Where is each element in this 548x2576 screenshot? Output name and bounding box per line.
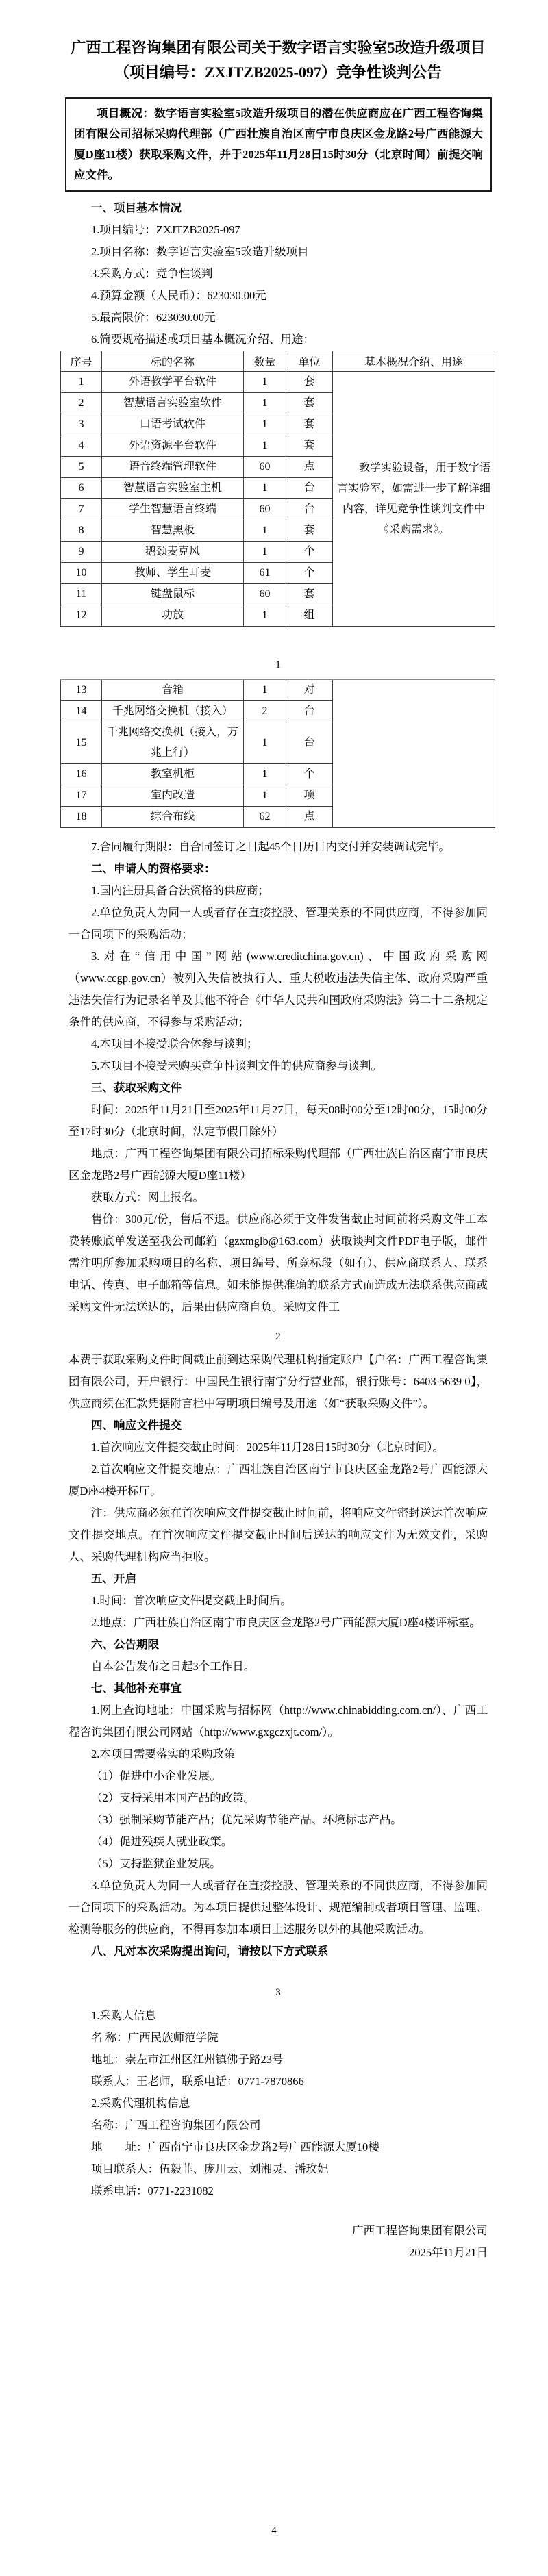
page-number-1: 1 bbox=[275, 659, 281, 670]
cell-name: 智慧语言实验室主机 bbox=[102, 478, 244, 499]
buyer-contact: 联系人：王老师，联系电话：0771-7870866 bbox=[91, 2075, 304, 2088]
table-row bbox=[61, 372, 495, 393]
agency-contact: 项目联系人：伍毅菲、庞川云、刘湘灵、潘玫妃 bbox=[91, 2162, 329, 2175]
cell-no: 5 bbox=[61, 457, 102, 478]
max-price-item: 5.最高限价：623030.00元 bbox=[91, 311, 216, 324]
cell-unit: 个 bbox=[286, 764, 333, 785]
cell-unit: 个 bbox=[286, 563, 333, 584]
cell-unit: 个 bbox=[286, 542, 333, 563]
cell-no: 11 bbox=[61, 584, 102, 605]
cell-qty: 1 bbox=[244, 414, 286, 435]
header-unit: 单位 bbox=[286, 351, 333, 372]
doc-price-part1: 售价：300元/份，售后不退。供应商必须于文件发售截止时间前将采购文件工本费转账底单发送至我公司邮箱（gzxmglb@163.com）获取谈判文件PDF电子版，邮件需注明所参加采购项目的名称、项目编号、所竞标段（如有）、供应商联系人、联系电话、传真、电子邮箱等信息。如未能提供准确的联系方式而造成无法联系供应商或采购文件无法送达的，后果由供应商自负。采购文件工 bbox=[68, 1213, 488, 1313]
cell-unit: 套 bbox=[286, 414, 333, 435]
page-number-2: 2 bbox=[275, 1331, 281, 1342]
agency-info-heading: 2.采购代理机构信息 bbox=[91, 2097, 190, 2110]
procurement-method-item: 3.采购方式：竞争性谈判 bbox=[91, 267, 213, 280]
cell-no: 12 bbox=[61, 605, 102, 627]
cell-name: 外语资源平台软件 bbox=[102, 435, 244, 457]
qualification-item-5: 5.本项目不接受未购买竞争性谈判文件的供应商参与谈判。 bbox=[91, 1059, 382, 1072]
agency-address: 地 址：广西南宁市良庆区金龙路2号广西能源大厦10楼 bbox=[91, 2141, 379, 2154]
cell-name: 音箱 bbox=[102, 679, 244, 701]
cell-no: 1 bbox=[61, 372, 102, 393]
opening-place: 2.地点：广西壮族自治区南宁市良庆区金龙路2号广西能源大厦D座4楼评标室。 bbox=[91, 1616, 481, 1629]
cell-name: 教师、学生耳麦 bbox=[102, 563, 244, 584]
cell-name: 教室机柜 bbox=[102, 764, 244, 785]
cell-qty: 2 bbox=[244, 701, 286, 722]
cell-unit: 台 bbox=[286, 701, 333, 722]
policy-item-4: （4）促进残疾人就业政策。 bbox=[91, 1835, 233, 1848]
spec-table-page2 bbox=[60, 679, 495, 828]
cell-no: 18 bbox=[61, 807, 102, 828]
cell-unit: 项 bbox=[286, 785, 333, 807]
table-row bbox=[61, 679, 495, 701]
section-1-heading: 一、项目基本情况 bbox=[91, 201, 182, 214]
cell-unit: 台 bbox=[286, 478, 333, 499]
cell-no: 14 bbox=[61, 701, 102, 722]
cell-qty: 1 bbox=[244, 520, 286, 542]
cell-qty: 1 bbox=[244, 764, 286, 785]
opening-time: 1.时间：首次响应文件提交截止时间后。 bbox=[91, 1594, 292, 1607]
cell-unit: 套 bbox=[286, 520, 333, 542]
cell-name: 智慧黑板 bbox=[102, 520, 244, 542]
section-8-heading: 八、凡对本次采购提出询问，请按以下方式联系 bbox=[91, 1945, 329, 1958]
header-qty: 数量 bbox=[244, 351, 286, 372]
page-number-3: 3 bbox=[275, 1987, 281, 1998]
project-number-item: 1.项目编号：ZXJTZB2025-097 bbox=[91, 223, 240, 236]
cell-no: 4 bbox=[61, 435, 102, 457]
cell-unit: 对 bbox=[286, 679, 333, 701]
cell-qty: 62 bbox=[244, 807, 286, 828]
cell-name: 外语教学平台软件 bbox=[102, 372, 244, 393]
doc-obtain-place: 地点：广西工程咨询集团有限公司招标采购代理部（广西壮族自治区南宁市良庆区金龙路2号广西能源大厦D座11楼） bbox=[68, 1147, 488, 1182]
agency-phone: 联系电话：0771-2231082 bbox=[91, 2184, 214, 2197]
qualification-item-2: 2.单位负责人为同一人或者存在直接控股、管理关系的不同供应商，不得参加同一合同项下的采购活动； bbox=[68, 906, 488, 941]
section-4-heading: 四、响应文件提交 bbox=[91, 1419, 182, 1432]
cell-unit: 台 bbox=[286, 722, 333, 764]
doc-obtain-time: 时间：2025年11月21日至2025年11月27日，每天08时00分至12时00分，15时00分至17时30分（北京时间，法定节假日除外） bbox=[68, 1103, 488, 1138]
project-name-item: 2.项目名称：数字语言实验室5改造升级项目 bbox=[91, 245, 309, 258]
spec-table-page1 bbox=[60, 351, 495, 627]
cell-no: 17 bbox=[61, 785, 102, 807]
cell-no: 6 bbox=[61, 478, 102, 499]
cell-unit: 点 bbox=[286, 457, 333, 478]
cell-name: 千兆网络交换机（接入，万兆上行） bbox=[102, 722, 244, 764]
cell-unit: 组 bbox=[286, 605, 333, 627]
agency-name: 名称：广西工程咨询集团有限公司 bbox=[91, 2119, 261, 2132]
buyer-address: 地址：崇左市江州区江州镇佛子路23号 bbox=[91, 2053, 284, 2066]
policy-item-3: （3）强制采购节能产品；优先采购节能产品、环境标志产品。 bbox=[91, 1813, 402, 1826]
doc-title-line2: （项目编号：ZXJTZB2025-097）竞争性谈判公告 bbox=[114, 64, 442, 81]
responsible-person-rule: 3.单位负责人为同一人或者存在直接控股、管理关系的不同供应商，不得参加同一合同项下的采购活动。为本项目提供过整体设计、规范编制或者项目管理、监理、检测等服务的供应商，不得再参加本项目上述服务以外的其他采购活动。 bbox=[68, 1879, 488, 1936]
cell-no: 15 bbox=[61, 722, 102, 764]
header-name: 标的名称 bbox=[102, 351, 244, 372]
submission-note: 注：供应商必须在首次响应文件提交截止时间前，将响应文件密封送达首次响应文件提交地点。在首次响应文件提交截止时间后送达的响应文件为无效文件，采购人、采购代理机构应当拒收。 bbox=[68, 1506, 488, 1563]
buyer-name: 名 称：广西民族师范学院 bbox=[91, 2031, 219, 2044]
spec-table-header-row bbox=[61, 351, 495, 372]
spec-table-note-cell-empty bbox=[333, 679, 495, 828]
cell-unit: 套 bbox=[286, 435, 333, 457]
cell-no: 7 bbox=[61, 499, 102, 520]
doc-price-part2: 本费于获取采购文件时间截止前到达采购代理机构指定账户【户名：广西工程咨询集团有限公司，开户银行：中国民生银行南宁分行营业部，银行账号：6403 5639 0】，供应商须在汇款凭据附言栏中写明项目编号及用途（如“获取采购文件”）。 bbox=[68, 1353, 488, 1410]
cell-no: 9 bbox=[61, 542, 102, 563]
buyer-info-heading: 1.采购人信息 bbox=[91, 2009, 156, 2022]
cell-name: 功放 bbox=[102, 605, 244, 627]
doc-title-line1: 广西工程咨询集团有限公司关于数字语言实验室5改造升级项目 bbox=[71, 39, 486, 56]
section-5-heading: 五、开启 bbox=[91, 1572, 136, 1585]
signature-date: 2025年11月21日 bbox=[409, 2246, 488, 2259]
cell-qty: 1 bbox=[244, 435, 286, 457]
announcement-period: 自本公告发布之日起3个工作日。 bbox=[91, 1660, 256, 1673]
online-query-address: 1.网上查询地址：中国采购与招标网（http://www.chinabidding.com.cn/）、广西工程咨询集团有限公司网站（http://www.gxgczxjt.com/）。 bbox=[68, 1704, 488, 1739]
cell-name: 键盘鼠标 bbox=[102, 584, 244, 605]
cell-qty: 1 bbox=[244, 605, 286, 627]
cell-name: 室内改造 bbox=[102, 785, 244, 807]
cell-unit: 点 bbox=[286, 807, 333, 828]
section-7-heading: 七、其他补充事宜 bbox=[91, 1682, 182, 1695]
spec-table-note-cell bbox=[333, 372, 495, 627]
cell-qty: 1 bbox=[244, 722, 286, 764]
submission-deadline: 1.首次响应文件提交截止时间：2025年11月28日15时30分（北京时间）。 bbox=[91, 1441, 445, 1454]
cell-qty: 1 bbox=[244, 372, 286, 393]
doc-obtain-method: 获取方式：网上报名。 bbox=[91, 1191, 204, 1204]
cell-no: 13 bbox=[61, 679, 102, 701]
cell-no: 16 bbox=[61, 764, 102, 785]
cell-qty: 1 bbox=[244, 542, 286, 563]
cell-unit: 套 bbox=[286, 393, 333, 414]
policy-item-2: （2）支持采用本国产品的政策。 bbox=[91, 1791, 256, 1804]
cell-no: 3 bbox=[61, 414, 102, 435]
cell-qty: 1 bbox=[244, 679, 286, 701]
cell-name: 智慧语言实验室软件 bbox=[102, 393, 244, 414]
cell-name: 千兆网络交换机（接入） bbox=[102, 701, 244, 722]
header-note: 基本概况介绍、用途 bbox=[333, 351, 495, 372]
section-3-heading: 三、获取采购文件 bbox=[91, 1081, 182, 1094]
contract-period-item: 7.合同履行期限：自合同签订之日起45个日历日内交付并安装调试完毕。 bbox=[91, 840, 450, 853]
policy-intro: 2.本项目需要落实的采购政策 bbox=[91, 1747, 236, 1760]
project-overview-box bbox=[65, 97, 492, 192]
cell-no: 8 bbox=[61, 520, 102, 542]
spec-table-note-text: 教学实验设备，用于数字语言实验室，如需进一步了解详细内容，详见竞争性谈判文件中《采购需求》。 bbox=[336, 462, 490, 535]
submission-place: 2.首次响应文件提交地点：广西壮族自治区南宁市良庆区金龙路2号广西能源大厦D座4楼开标厅。 bbox=[68, 1463, 488, 1498]
spec-intro-item: 6.简要规格描述或项目基本概况介绍、用途： bbox=[91, 333, 314, 346]
project-overview-text: 项目概况：数字语言实验室5改造升级项目的潜在供应商应在广西工程咨询集团有限公司招标采购代理部（广西壮族自治区南宁市良庆区金龙路2号广西能源大厦D座11楼）获取采购文件，并于2025年11月28日15时30分（北京时间）前提交响应文件。 bbox=[74, 107, 483, 181]
cell-no: 10 bbox=[61, 563, 102, 584]
policy-item-5: （5）支持监狱企业发展。 bbox=[91, 1857, 221, 1870]
cell-name: 鹅颈麦克风 bbox=[102, 542, 244, 563]
cell-name: 学生智慧语言终端 bbox=[102, 499, 244, 520]
cell-qty: 60 bbox=[244, 499, 286, 520]
cell-qty: 1 bbox=[244, 393, 286, 414]
cell-name: 综合布线 bbox=[102, 807, 244, 828]
section-2-heading: 二、申请人的资格要求： bbox=[91, 862, 216, 875]
qualification-item-1: 1.国内注册具备合法资格的供应商； bbox=[91, 884, 269, 897]
cell-qty: 60 bbox=[244, 584, 286, 605]
cell-qty: 61 bbox=[244, 563, 286, 584]
cell-qty: 60 bbox=[244, 457, 286, 478]
policy-item-1: （1）促进中小企业发展。 bbox=[91, 1769, 221, 1782]
budget-item: 4.预算金额（人民币）：623030.00元 bbox=[91, 289, 266, 302]
cell-qty: 1 bbox=[244, 478, 286, 499]
section-6-heading: 六、公告期限 bbox=[91, 1638, 159, 1651]
cell-name: 口语考试软件 bbox=[102, 414, 244, 435]
cell-unit: 套 bbox=[286, 372, 333, 393]
cell-unit: 套 bbox=[286, 584, 333, 605]
cell-no: 2 bbox=[61, 393, 102, 414]
cell-unit: 台 bbox=[286, 499, 333, 520]
qualification-item-3: 3.对在“信用中国”网站(www.creditchina.gov.cn)、中国政府采购网（www.ccgp.gov.cn）被列入失信被执行人、重大税收违法失信主体、政府采购严重违法失信行为记录名单及其他不符合《中华人民共和国政府采购法》第二十二条规定条件的供应商，不得参与采购活动； bbox=[68, 950, 488, 1028]
page-number-4: 4 bbox=[271, 2525, 277, 2536]
qualification-item-4: 4.本项目不接受联合体参与谈判； bbox=[91, 1037, 258, 1050]
cell-qty: 1 bbox=[244, 785, 286, 807]
cell-name: 语音终端管理软件 bbox=[102, 457, 244, 478]
header-no: 序号 bbox=[61, 351, 102, 372]
signature-company: 广西工程咨询集团有限公司 bbox=[352, 2224, 488, 2237]
